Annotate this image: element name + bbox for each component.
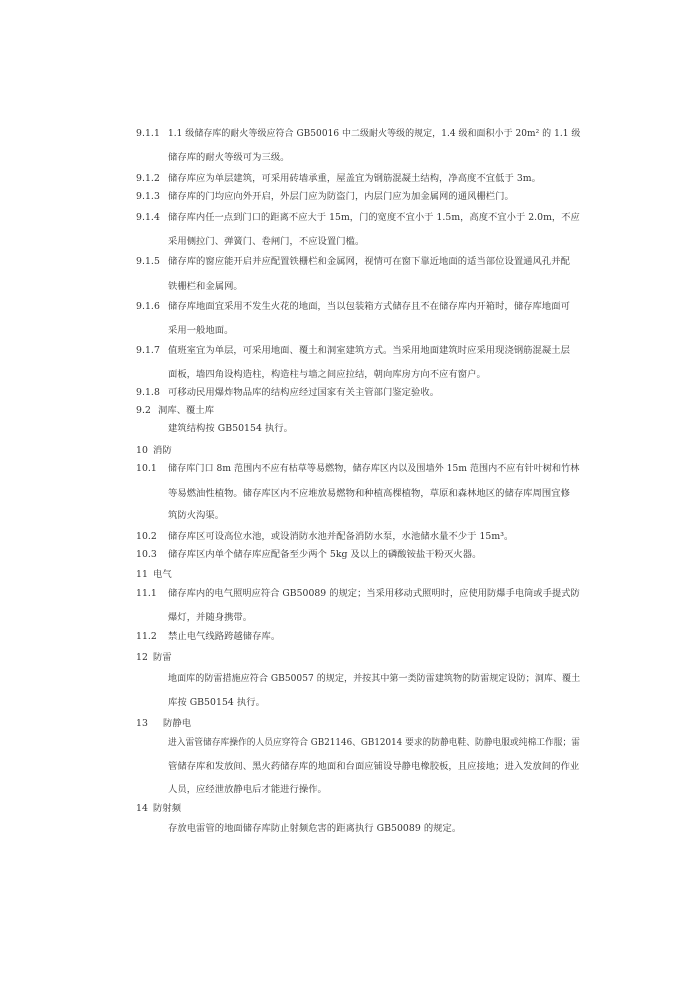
clause-text-line: 储存库内的电气照明应符合 GB50089 的规定；当采用移动式照明时，应使用防爆手电筒或手提式防 (168, 588, 580, 599)
clause-text-line: 储存库内任一点到门口的距离不应大于 15m，门的宽度不宜小于 1.5m，高度不宜小于 2.0m，不应 (168, 212, 580, 223)
clause-number: 9.1.4 (136, 212, 160, 223)
clause-text-line: 库按 GB50154 执行。 (168, 697, 265, 708)
clause-text-line: 人员，应经泄放静电后才能进行操作。 (168, 784, 327, 795)
clause-text-line: 等易燃油性植物。储存库区内不应堆放易燃物和种植高棵植物，草原和森林地区的储存库周围宜修 (168, 488, 570, 499)
clause-number: 13 (136, 718, 148, 729)
clause-number: 9.1.8 (136, 387, 160, 398)
clause-text-line: 存放电雷管的地面储存库防止射频危害的距离执行 GB50089 的规定。 (168, 823, 462, 834)
clause-text-line: 爆灯，并随身携带。 (168, 612, 253, 623)
clause-number: 9.1.3 (136, 191, 160, 202)
clause-text-line: 筑防火沟渠。 (168, 510, 225, 521)
clause-number: 9.1.6 (136, 301, 160, 312)
clause-text-line: 储存库地面宜采用不发生火花的地面，当以包装箱方式储存且不在储存库内开箱时，储存库地面可 (168, 301, 570, 312)
section-heading: 电气 (153, 569, 172, 580)
clause-number: 9.1.1 (136, 128, 160, 139)
clause-text-line: 储存库门口 8m 范围内不应有枯草等易燃物，储存库区内以及围墙外 15m 范围内不应有针叶树和竹林 (168, 463, 580, 474)
clause-text-line: 地面库的防雷措施应符合 GB50057 的规定，并按其中第一类防雷建筑物的防雷规定设防；洞库、覆土 (168, 673, 581, 684)
section-heading: 洞库、覆土库 (158, 405, 215, 416)
clause-text-line: 储存库的门均应向外开启，外层门应为防盗门，内层门应为加金属网的通风栅栏门。 (168, 191, 514, 202)
clause-text-line: 可移动民用爆炸物品库的结构应经过国家有关主管部门鉴定验收。 (168, 387, 440, 398)
clause-text-line: 建筑结构按 GB50154 执行。 (168, 423, 293, 434)
clause-number: 10 (136, 445, 148, 456)
clause-number: 14 (136, 803, 148, 814)
clause-number: 11 (136, 569, 148, 580)
section-heading: 消防 (153, 445, 172, 456)
clause-text-line: 采用一般地面。 (168, 325, 234, 336)
clause-number: 11.1 (136, 588, 157, 599)
clause-number: 10.1 (136, 463, 157, 474)
clause-text-line: 储存库应为单层建筑，可采用砖墙承重，屋盖宜为钢筋混凝土结构，净高度不宜低于 3m。 (168, 173, 542, 184)
section-heading: 防静电 (163, 718, 192, 729)
clause-text-line: 采用侧拉门、弹簧门、卷闸门，不应设置门槛。 (168, 236, 365, 247)
section-heading: 防雷 (153, 652, 172, 663)
section-heading: 防射频 (153, 803, 182, 814)
clause-number: 9.2 (136, 405, 151, 416)
clause-number: 9.1.7 (136, 345, 160, 356)
clause-text-line: 铁栅栏和金属网。 (168, 281, 243, 292)
clause-text-line: 禁止电气线路跨越储存库。 (168, 631, 281, 642)
clause-text-line: 1.1 级储存库的耐火等级应符合 GB50016 中二级耐火等级的规定，1.4 级和面积小于 20m² 的 1.1 级 (168, 128, 581, 139)
clause-number: 9.1.5 (136, 256, 160, 267)
clause-text-line: 储存库区可设高位水池，或设消防水池并配备消防水泵，水池储水量不少于 15m³。 (168, 531, 514, 542)
clause-text-line: 值班室宜为单层，可采用地面、覆土和洞室建筑方式。当采用地面建筑时应采用现浇钢筋混凝土层 (168, 345, 570, 356)
clause-text-line: 储存库的耐火等级可为三级。 (168, 152, 290, 163)
clause-text-line: 进入雷管储存库操作的人员应穿符合 GB21146、GB12014 要求的防静电鞋、防静电服或纯棉工作服；雷 (168, 737, 581, 748)
clause-number: 12 (136, 652, 148, 663)
clause-number: 10.3 (136, 549, 157, 560)
clause-number: 9.1.2 (136, 173, 160, 184)
clause-text-line: 管储存库和发放间、黑火药储存库的地面和台面应铺设导静电橡胶板，且应接地；进入发放间的作业 (168, 761, 580, 772)
clause-number: 10.2 (136, 531, 157, 542)
clause-text-line: 面板，墙四角设构造柱，构造柱与墙之间应拉结，朝向库房方向不应有窗户。 (168, 369, 486, 380)
clause-text-line: 储存库区内单个储存库应配备至少两个 5kg 及以上的磷酸铵盐干粉灭火器。 (168, 549, 482, 560)
clause-number: 11.2 (136, 631, 157, 642)
clause-text-line: 储存库的窗应能开启并应配置铁栅栏和金属网，视情可在窗下靠近地面的适当部位设置通风孔并配 (168, 256, 570, 267)
